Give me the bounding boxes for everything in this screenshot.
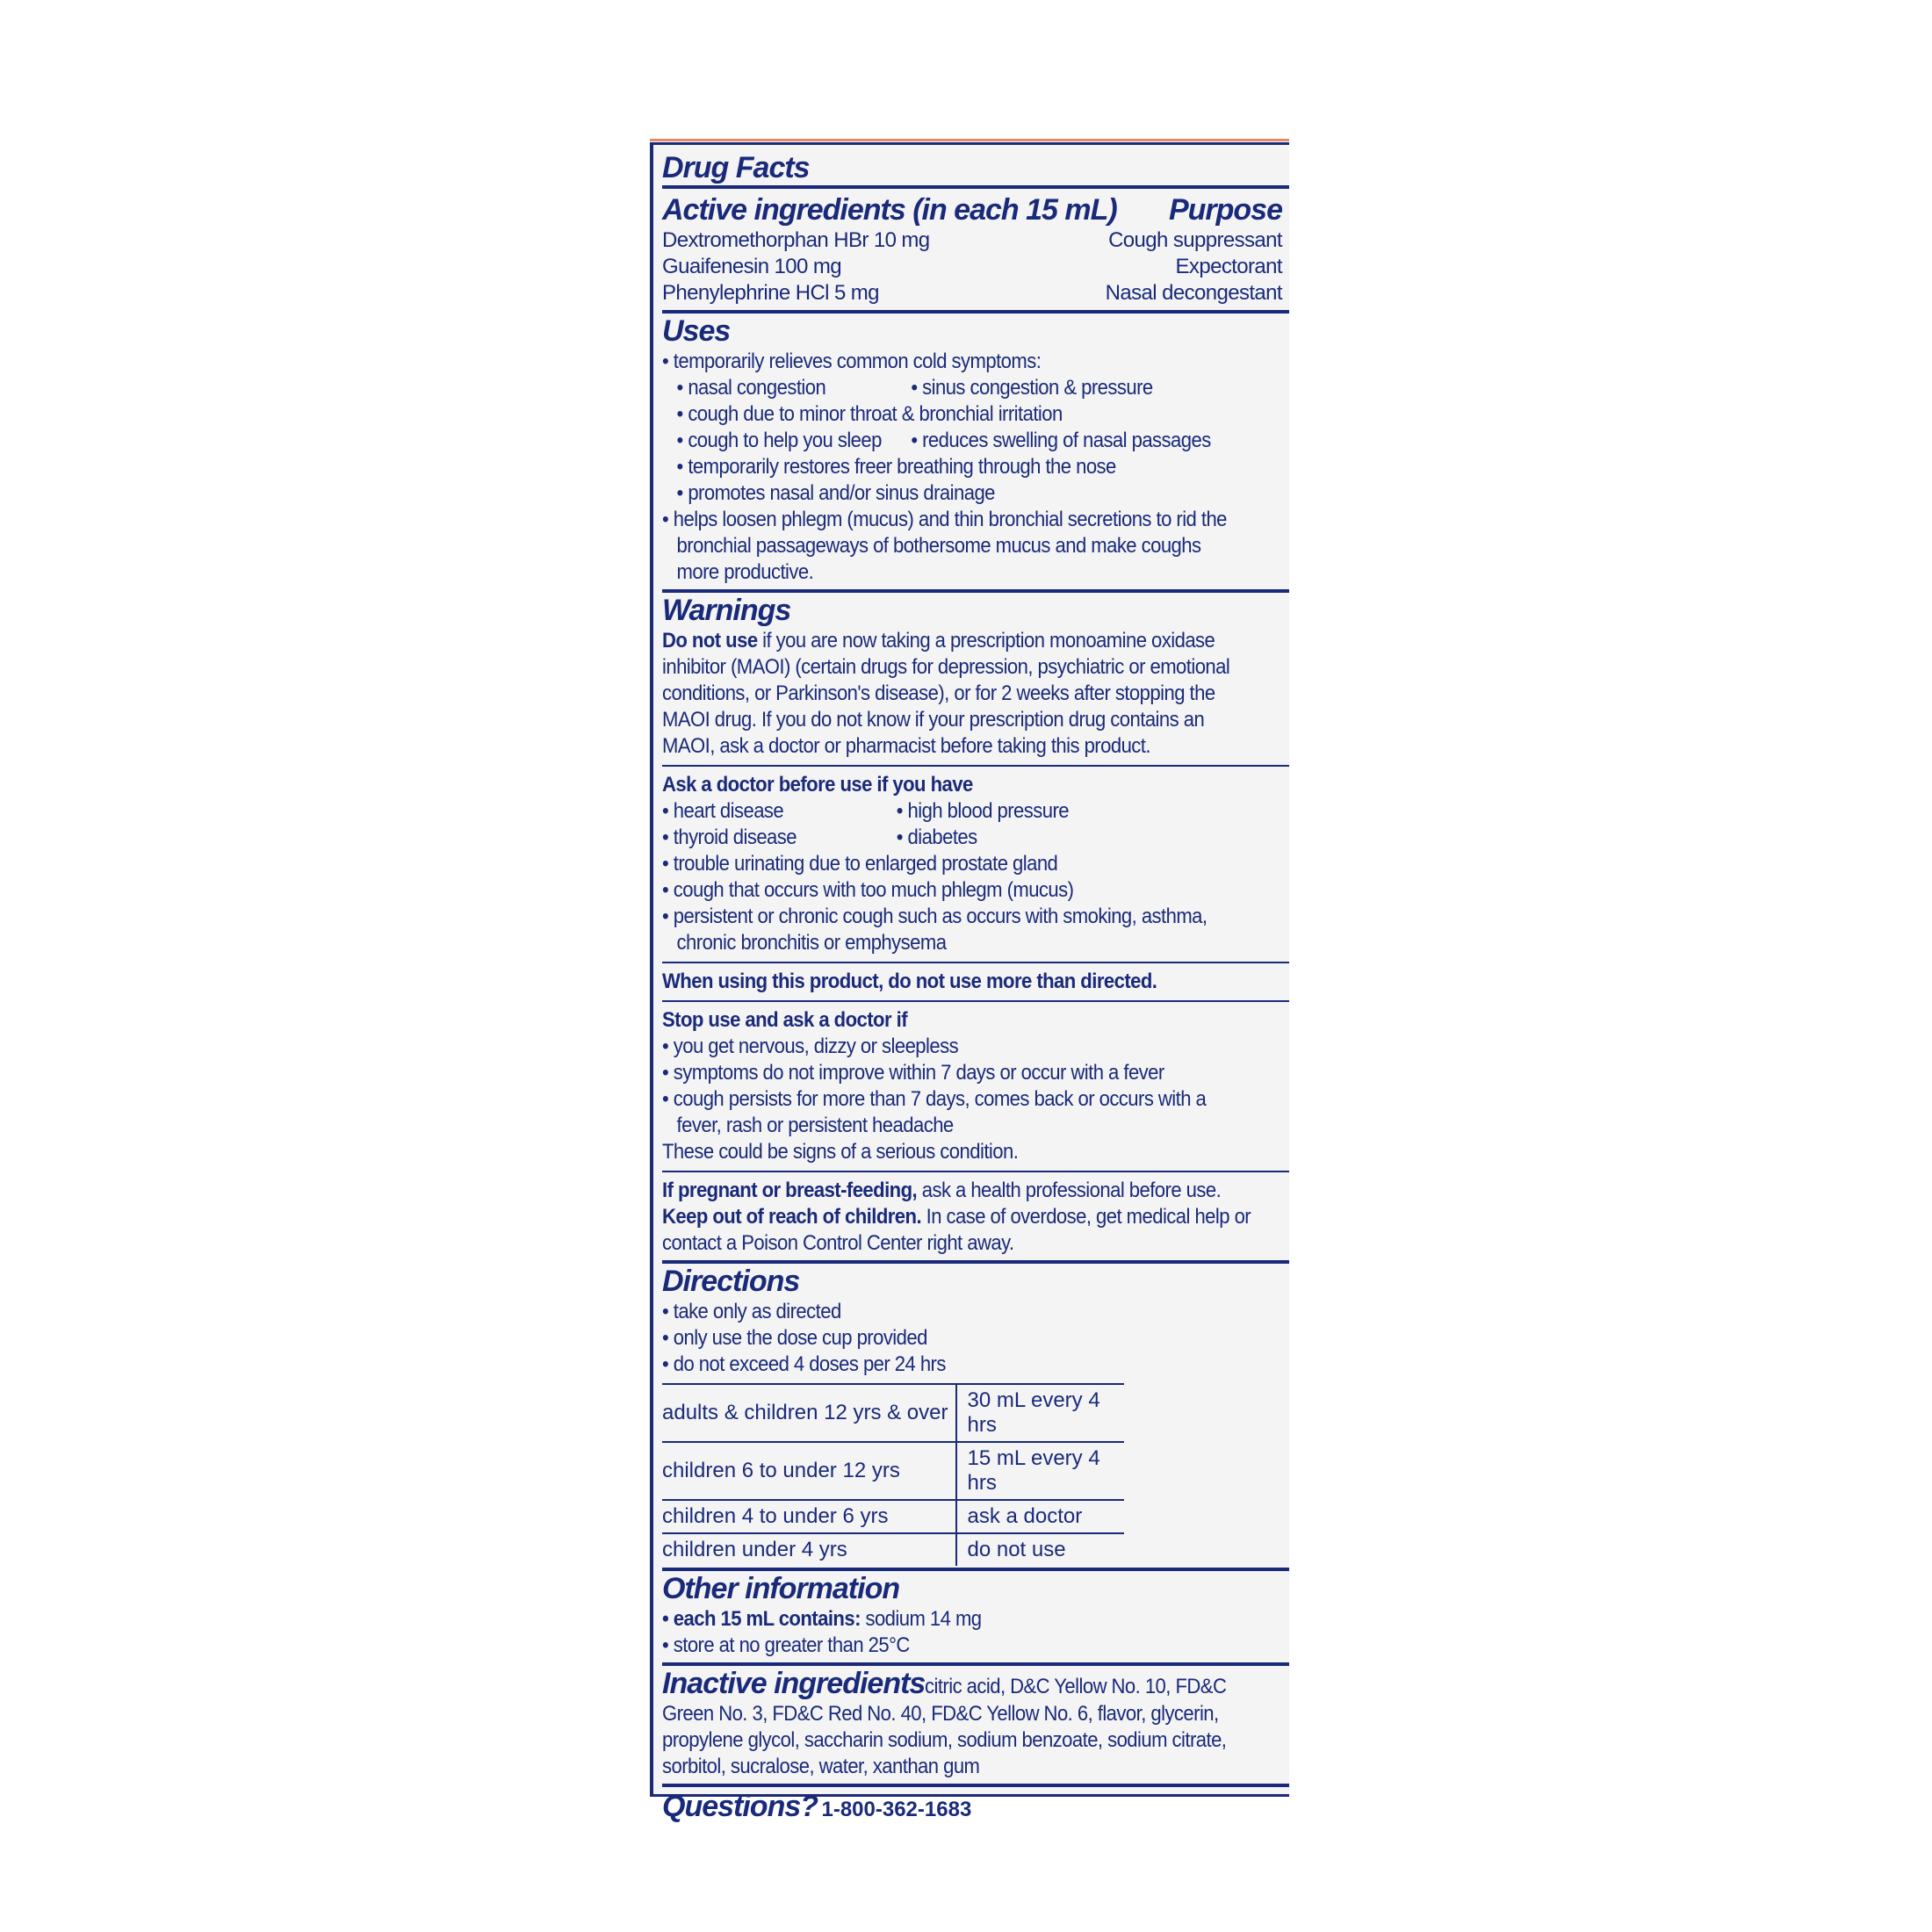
- ingredient-row: [662, 254, 1282, 280]
- table-cell-age: adults & children 12 yrs & over: [662, 1384, 956, 1442]
- questions-heading: Questions?: [662, 1790, 818, 1823]
- warning-line: • persistent or chronic cough such as occurs with smoking, asthma,: [662, 905, 1208, 928]
- inactive-line: propylene glycol, saccharin sodium, sodium benzoate, sodium citrate,: [662, 1728, 1227, 1752]
- table-cell-age: children 6 to under 12 yrs: [662, 1442, 956, 1500]
- warnings-section: [662, 593, 1289, 1264]
- directions-line: • take only as directed: [662, 1300, 841, 1323]
- uses-line: • helps loosen phlegm (mucus) and thin bronchial secretions to rid the: [662, 508, 1227, 531]
- table-cell-age: children under 4 yrs: [662, 1533, 956, 1566]
- questions-section: [662, 1787, 1289, 1824]
- table-cell-dose: ask a doctor: [956, 1500, 1124, 1533]
- uses-section: [662, 314, 1289, 593]
- warnings-heading: Warnings: [662, 594, 791, 627]
- stop-use-block: [662, 1002, 1289, 1172]
- warning-line: conditions, or Parkinson's disease), or for 2 weeks after stopping the: [662, 681, 1215, 705]
- inactive-line: Green No. 3, FD&C Red No. 40, FD&C Yellow No. 6, flavor, glycerin,: [662, 1702, 1219, 1726]
- uses-line: [662, 428, 1239, 454]
- table-cell-dose: 30 mL every 4 hrs: [956, 1384, 1124, 1442]
- top-accent-line: [650, 139, 1289, 141]
- other-line: [662, 1606, 1239, 1633]
- uses-item: • sinus congestion & pressure: [911, 376, 1153, 400]
- inactive-ingredients-section: [662, 1666, 1289, 1787]
- pregnancy-block: [662, 1172, 1289, 1264]
- stop-use-heading: Stop use and ask a doctor if: [662, 1008, 908, 1032]
- uses-line: more productive.: [676, 560, 814, 584]
- other-line: • store at no greater than 25°C: [662, 1633, 910, 1657]
- uses-item: • nasal congestion: [676, 376, 826, 400]
- do-not-use-block: [662, 593, 1289, 767]
- inactive-ingredients-heading: Inactive ingredients: [662, 1667, 926, 1700]
- when-using-text: When using this product, do not use more than directed.: [662, 970, 1157, 993]
- ingredient-name: Guaifenesin 100 mg: [662, 255, 842, 278]
- uses-item: • reduces swelling of nasal passages: [911, 429, 1211, 452]
- table-cell-dose: do not use: [956, 1533, 1124, 1566]
- table-cell-dose: 15 mL every 4 hrs: [956, 1442, 1124, 1500]
- warning-line: [662, 825, 1239, 851]
- warning-line: MAOI, ask a doctor or pharmacist before taking this product.: [662, 734, 1150, 758]
- uses-item: • cough to help you sleep: [676, 429, 882, 452]
- warning-line: • symptoms do not improve within 7 days or occur with a fever: [662, 1061, 1164, 1085]
- purpose-heading: Purpose: [1168, 193, 1282, 227]
- uses-line: • temporarily relieves common cold symptoms:: [662, 350, 1042, 373]
- ingredient-name: Phenylephrine HCl 5 mg: [662, 281, 879, 305]
- table-row: [662, 1500, 1124, 1533]
- ingredient-row: [662, 227, 1282, 254]
- uses-heading: Uses: [662, 314, 731, 348]
- warning-line: • you get nervous, dizzy or sleepless: [662, 1034, 959, 1058]
- warning-item: • diabetes: [896, 825, 977, 849]
- other-information-heading: Other information: [662, 1572, 900, 1605]
- table-row: [662, 1442, 1124, 1500]
- warning-line: fever, rash or persistent headache: [676, 1114, 954, 1137]
- warning-line: chronic bronchitis or emphysema: [676, 931, 947, 955]
- warning-line: These could be signs of a serious condition.: [662, 1140, 1019, 1164]
- other-text: sodium 14 mg: [860, 1607, 982, 1631]
- table-row: [662, 1384, 1124, 1442]
- warning-line: • trouble urinating due to enlarged prostate gland: [662, 852, 1058, 876]
- table-row: [662, 1533, 1124, 1566]
- uses-line: • cough due to minor throat & bronchial irritation: [676, 402, 1063, 426]
- warning-line: inhibitor (MAOI) (certain drugs for depression, psychiatric or emotional: [662, 655, 1230, 679]
- phone-number: 1-800-362-1683: [821, 1798, 972, 1821]
- inactive-line: sorbitol, sucralose, water, xanthan gum: [662, 1755, 980, 1778]
- ask-doctor-heading: Ask a doctor before use if you have: [662, 773, 973, 797]
- drug-facts-title: Drug Facts: [662, 151, 810, 184]
- warning-text: In case of overdose, get medical help or: [921, 1205, 1251, 1229]
- when-using-block: [662, 963, 1289, 1002]
- ingredient-purpose: Cough suppressant: [1108, 228, 1282, 252]
- warning-line: [662, 798, 1239, 825]
- warning-line: • cough that occurs with too much phlegm (mucus): [662, 878, 1074, 902]
- warning-line: • cough persists for more than 7 days, comes back or occurs with a: [662, 1087, 1207, 1111]
- warning-item: • thyroid disease: [662, 825, 797, 849]
- dosage-table: [662, 1383, 1124, 1566]
- directions-heading: Directions: [662, 1265, 800, 1298]
- uses-line: bronchial passageways of bothersome mucus and make coughs: [676, 534, 1201, 558]
- uses-line: • promotes nasal and/or sinus drainage: [676, 481, 995, 505]
- inactive-text: citric acid, D&C Yellow No. 10, FD&C: [925, 1675, 1227, 1698]
- ingredient-purpose: Expectorant: [1175, 255, 1282, 278]
- drug-facts-header: [662, 145, 1289, 189]
- ingredient-name: Dextromethorphan HBr 10 mg: [662, 228, 930, 252]
- table-cell-age: children 4 to under 6 yrs: [662, 1500, 956, 1533]
- ingredient-purpose: Nasal decongestant: [1105, 281, 1282, 305]
- active-ingredients-heading: Active ingredients (in each 15 mL): [662, 193, 1117, 227]
- do-not-use-label: Do not use: [662, 629, 758, 652]
- warning-line: [662, 628, 1239, 654]
- other-label: • each 15 mL contains:: [662, 1607, 861, 1631]
- other-information-section: [662, 1571, 1289, 1666]
- directions-line: • do not exceed 4 doses per 24 hrs: [662, 1352, 946, 1376]
- ask-doctor-block: [662, 767, 1289, 963]
- warning-item: • heart disease: [662, 799, 784, 823]
- drug-facts-panel: [650, 142, 1289, 1823]
- warning-text: ask a health professional before use.: [917, 1179, 1222, 1202]
- warning-line: contact a Poison Control Center right away.: [662, 1231, 1014, 1255]
- warning-text: if you are now taking a prescription monoamine oxidase: [757, 629, 1215, 652]
- active-ingredients-section: [662, 189, 1289, 314]
- pregnancy-label: If pregnant or breast-feeding,: [662, 1179, 918, 1202]
- warning-line: [662, 1204, 1251, 1230]
- warning-line: MAOI drug. If you do not know if your prescription drug contains an: [662, 708, 1205, 732]
- warning-line: [662, 1178, 1239, 1204]
- warning-item: • high blood pressure: [896, 799, 1070, 823]
- inactive-line: [662, 1666, 1289, 1701]
- directions-line: • only use the dose cup provided: [662, 1326, 927, 1350]
- uses-line: • temporarily restores freer breathing through the nose: [676, 455, 1116, 479]
- keep-out-label: Keep out of reach of children.: [662, 1205, 922, 1229]
- uses-line: [662, 375, 1239, 401]
- ingredient-row: [662, 280, 1282, 306]
- directions-section: [662, 1264, 1289, 1571]
